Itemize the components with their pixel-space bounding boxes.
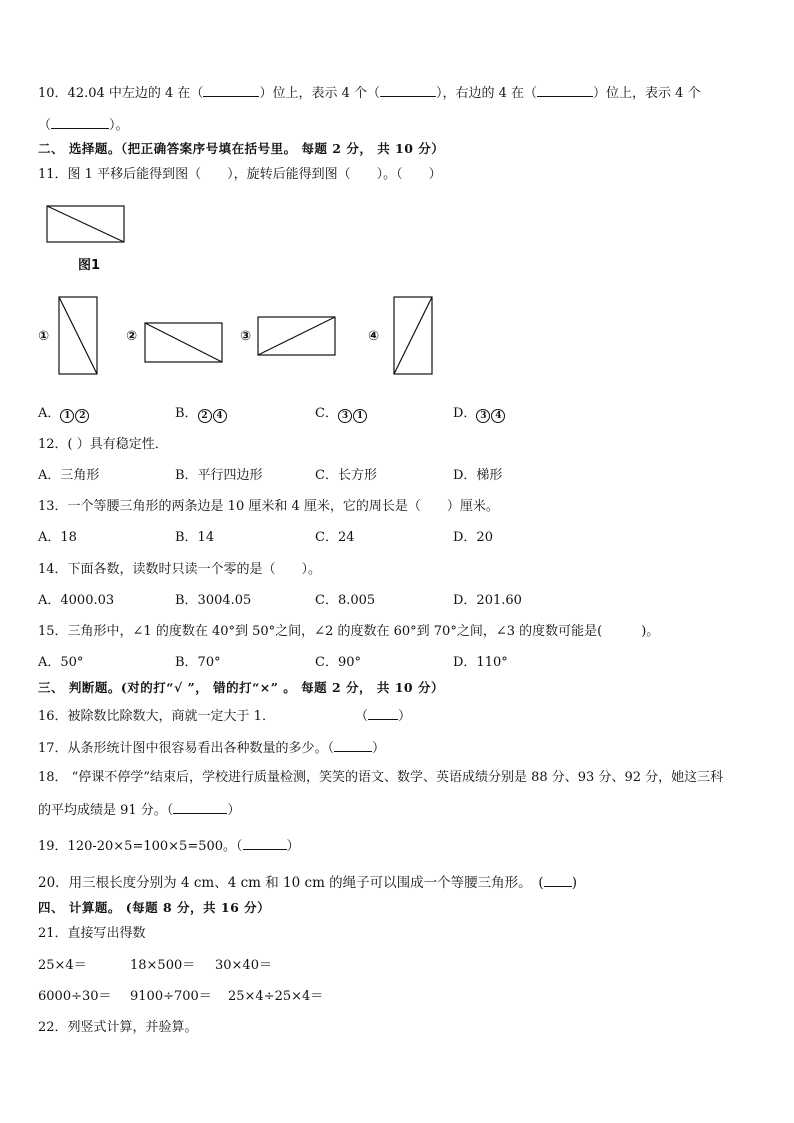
q10-blank-2[interactable]	[380, 84, 436, 97]
q11-option-c[interactable]: C． 3 1	[315, 406, 368, 423]
calc-item[interactable]: 9100÷700＝	[130, 989, 212, 1004]
q10-blank-3[interactable]	[537, 84, 593, 97]
q20-answer-blank[interactable]	[544, 874, 572, 887]
q11-option-b[interactable]: B． 2 4	[175, 406, 228, 423]
question-15-text: 15．三角形中，∠1 的度数在 40°到 50°之间，∠2 的度数在 60°到 70°之间，∠3 的度数可能是( )。	[38, 624, 660, 639]
q18-answer-blank[interactable]	[173, 801, 227, 814]
calc-item[interactable]: 25×4＝	[38, 958, 87, 973]
q10-blank-4[interactable]	[51, 116, 109, 129]
question-10-line1	[38, 84, 701, 102]
question-19: 19．120-20×5=100×5=500。（ ）	[38, 839, 300, 854]
q15-option-c[interactable]: C．90°	[315, 655, 361, 670]
q13-option-c[interactable]: C．24	[315, 530, 355, 545]
shape-label-1: ①	[38, 329, 50, 344]
shape-3-horizontal-rectangle	[257, 316, 337, 357]
question-10-line2	[38, 116, 129, 134]
shape-2-horizontal-rectangle	[144, 322, 224, 364]
calc-item[interactable]: 30×40＝	[215, 958, 272, 973]
calc-item[interactable]: 18×500＝	[130, 958, 196, 973]
q13-option-d[interactable]: D．20	[453, 530, 493, 545]
q15-option-a[interactable]: A．50°	[38, 655, 84, 670]
question-18-line2: 的平均成绩是 91 分。（ ）	[38, 803, 241, 818]
q12-option-b[interactable]: B．平行四边形	[175, 468, 263, 483]
q19-answer-blank[interactable]	[243, 837, 287, 850]
q14-option-b[interactable]: B．3004.05	[175, 593, 252, 608]
q15-option-d[interactable]: D．110°	[453, 655, 508, 670]
calc-item[interactable]: 6000÷30＝	[38, 989, 112, 1004]
shape-label-3: ③	[240, 329, 252, 344]
shape-label-2: ②	[126, 329, 138, 344]
shape-1-vertical-rectangle	[58, 296, 99, 376]
q17-text: 17．从条形统计图中很容易看出各种数量的多少。（	[38, 741, 335, 756]
q14-option-d[interactable]: D．201.60	[453, 593, 522, 608]
q10-line2-open: （	[38, 118, 52, 133]
question-17: 17．从条形统计图中很容易看出各种数量的多少。（ ）	[38, 741, 386, 756]
q11-option-a[interactable]: A． 1 2	[38, 406, 90, 423]
q20-text: 20．用三根长度分别为 4 cm、4 cm 和 10 cm 的绳子可以围成一个等腰三角形。 (	[38, 875, 544, 891]
figure-1-label: 图1	[78, 258, 101, 273]
question-16: 16．被除数比除数大，商就一定大于 1． （ ）	[38, 709, 411, 724]
q19-text: 19．120-20×5=100×5=500。（	[38, 839, 243, 854]
question-18-line1: 18． “停课不停学”结束后，学校进行质量检测，笑笑的语文、数学、英语成绩分别是 88 分、93 分、92 分，她这三科	[38, 770, 724, 785]
question-11-text: 11．图 1 平移后能得到图（ ），旋转后能得到图（ ）。（ ）	[38, 167, 442, 182]
q13-option-a[interactable]: A．18	[38, 530, 77, 545]
q10-text-part4: ）位上，表示 4 个	[593, 86, 701, 101]
q11-option-d[interactable]: D． 3 4	[453, 406, 506, 423]
section-4-heading: 四、 计算题。 (每题 8 分，共 16 分）	[38, 900, 271, 915]
q14-option-c[interactable]: C．8.005	[315, 593, 376, 608]
q10-text-part1: 10．42.04 中左边的 4 在（	[38, 86, 204, 101]
question-20: 20．用三根长度分别为 4 cm、4 cm 和 10 cm 的绳子可以围成一个等腰三角形。 ( )	[38, 875, 577, 891]
q12-option-a[interactable]: A．三角形	[38, 468, 100, 483]
q10-text-part2: ）位上，表示 4 个（	[259, 86, 380, 101]
q13-option-b[interactable]: B．14	[175, 530, 215, 545]
calc-item[interactable]: 25×4÷25×4＝	[228, 989, 324, 1004]
q16-answer-blank[interactable]	[368, 707, 398, 720]
q15-option-b[interactable]: B．70°	[175, 655, 221, 670]
q17-answer-blank[interactable]	[334, 739, 372, 752]
figure-1-rectangle	[46, 205, 126, 245]
question-21-text: 21．直接写出得数	[38, 926, 146, 941]
q14-option-a[interactable]: A．4000.03	[38, 593, 115, 608]
shape-4-vertical-rectangle	[393, 296, 434, 376]
question-14-text: 14．下面各数，读数时只读一个零的是（ ）。	[38, 562, 322, 577]
q12-option-c[interactable]: C．长方形	[315, 468, 377, 483]
question-12-text: 12．( ）具有稳定性．	[38, 437, 168, 452]
q10-text-part3: ），右边的 4 在（	[435, 86, 538, 101]
q16-text: 16．被除数比除数大，商就一定大于 1．	[38, 709, 275, 724]
q12-option-d[interactable]: D．梯形	[453, 468, 503, 483]
question-22-text: 22．列竖式计算，并验算。	[38, 1020, 198, 1035]
q10-line2-close: ）。	[109, 118, 129, 133]
question-13-text: 13．一个等腰三角形的两条边是 10 厘米和 4 厘米，它的周长是（ ）厘米。	[38, 499, 499, 514]
shape-label-4: ④	[368, 329, 380, 344]
q10-blank-1[interactable]	[203, 84, 259, 97]
section-2-heading: 二、 选择题。（把正确答案序号填在括号里。 每题 2 分， 共 10 分）	[38, 141, 445, 156]
section-3-heading: 三、 判断题。(对的打“√ ”， 错的打“×” 。 每题 2 分， 共 10 分）	[38, 680, 444, 695]
